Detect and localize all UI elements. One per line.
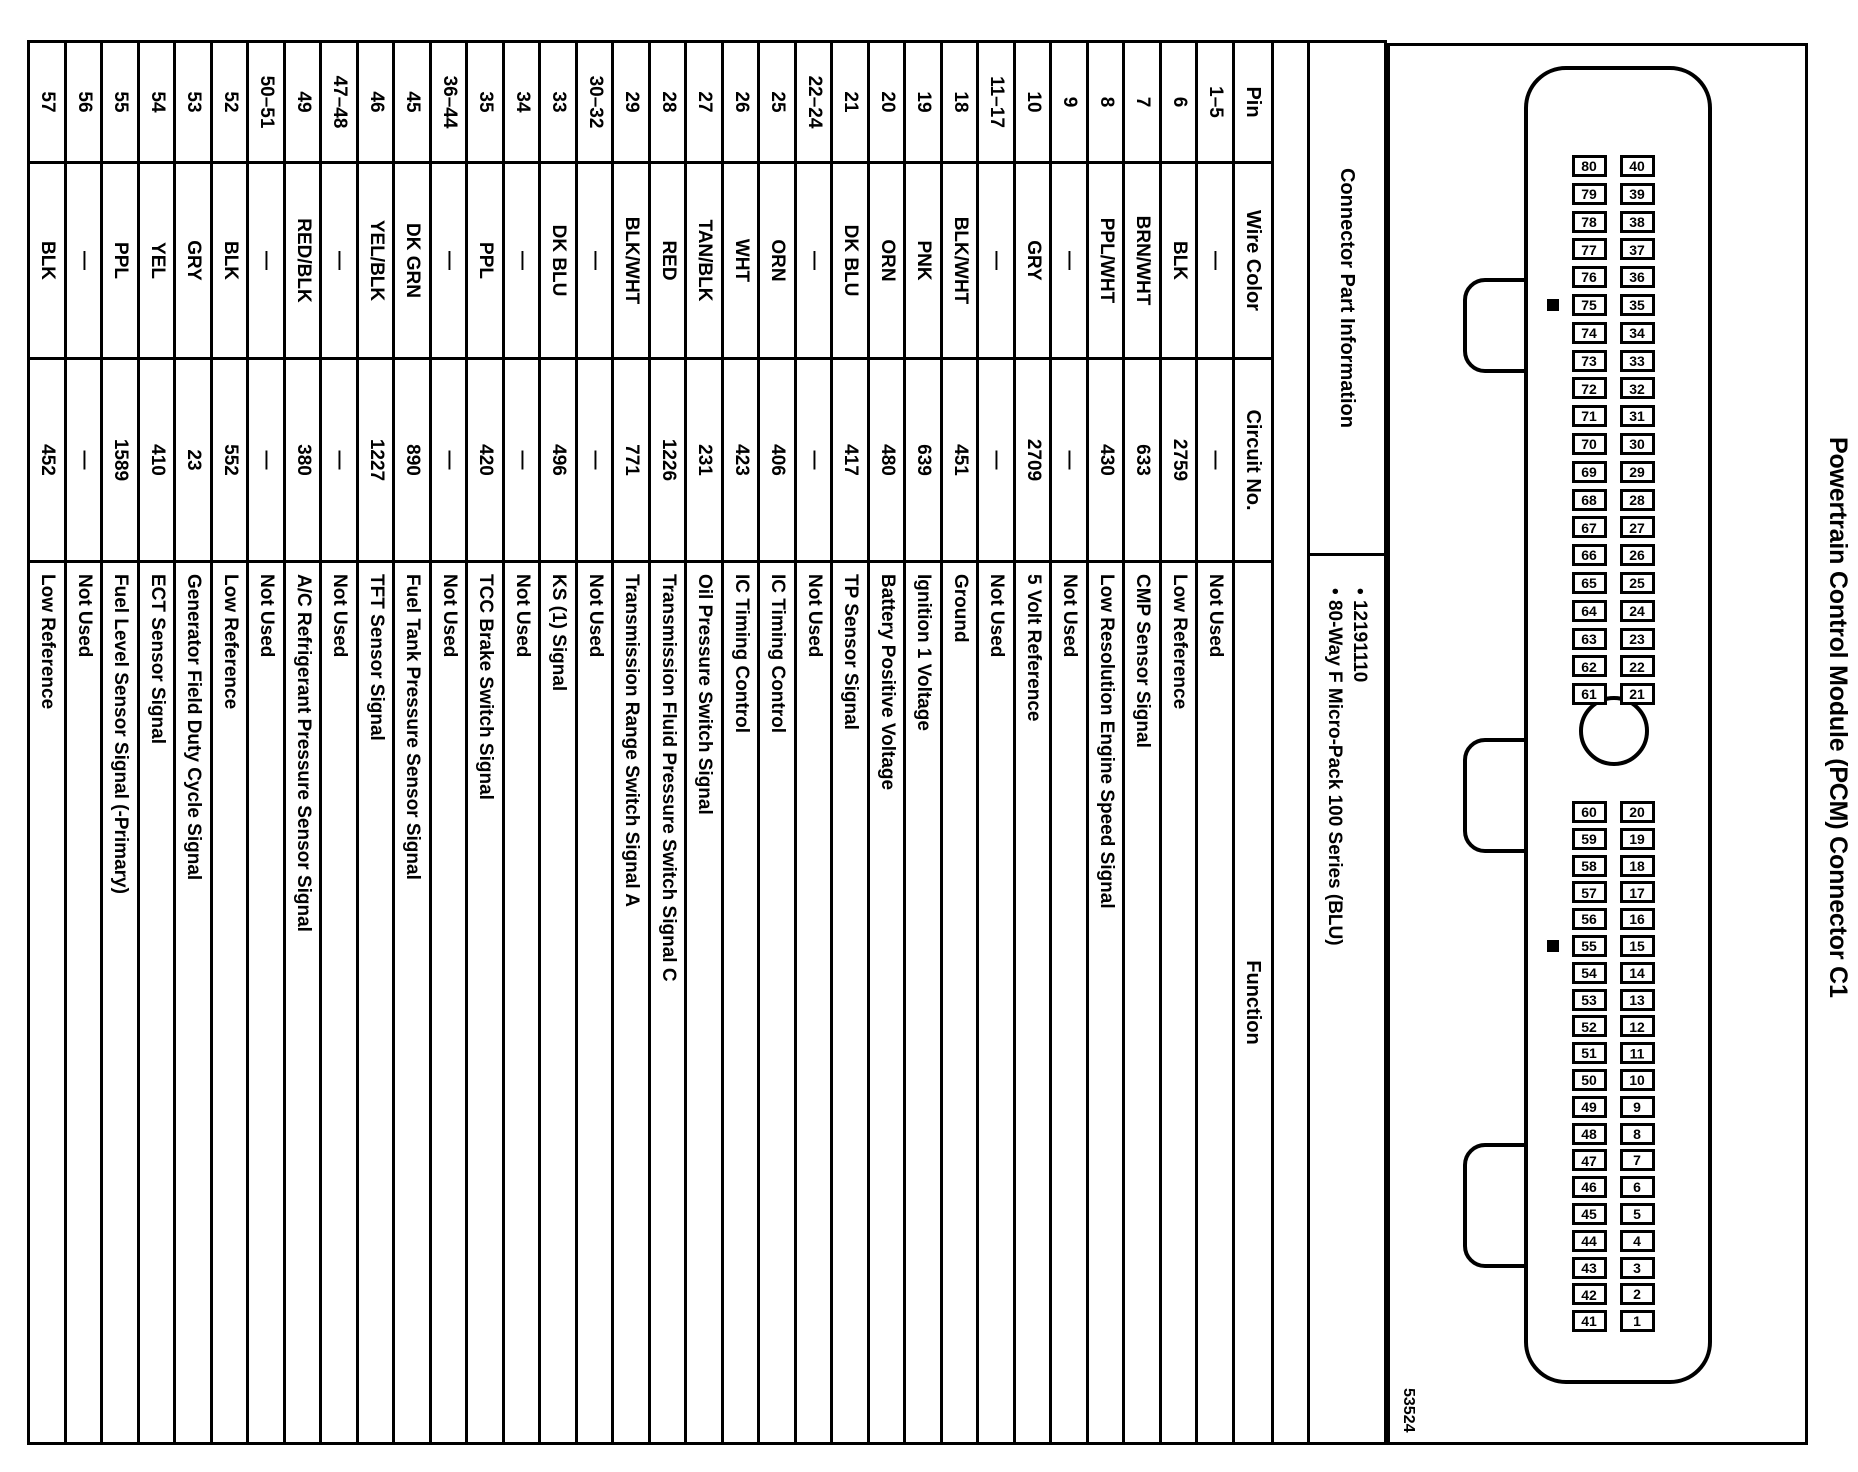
part-info-bullets [1310, 556, 1384, 1442]
pin-cell: 33 [548, 91, 570, 113]
table-row [1126, 43, 1163, 1442]
function-cell: A/C Refrigerant Pressure Sensor Signal [286, 560, 320, 1442]
table-row [651, 43, 688, 1442]
function-cell: Not Used [432, 560, 466, 1442]
pin-number-box: 45 [1572, 1203, 1607, 1225]
pin-cell: 18 [949, 91, 971, 113]
circuit-no-cell: — [1053, 357, 1087, 560]
function-cell: IC Timing Control [761, 560, 795, 1442]
pin-number-box: 78 [1572, 211, 1607, 233]
pin-cell: 45 [402, 91, 424, 113]
wire-color-cell: — [1199, 161, 1233, 357]
wire-color-cell: TAN/BLK [688, 161, 722, 357]
table-row [943, 43, 980, 1442]
pin-cell: 27 [694, 91, 716, 113]
pin-number-box: 65 [1572, 572, 1607, 594]
function-cell: TCC Brake Switch Signal [469, 560, 503, 1442]
wire-color-cell: ORN [870, 161, 904, 357]
function-cell: TFT Sensor Signal [359, 560, 393, 1442]
part-info-bullet: • 12191110 [1349, 588, 1370, 683]
wire-color-cell: PPL [104, 161, 138, 357]
circuit-no-cell: 1227 [359, 357, 393, 560]
table-row [1016, 43, 1053, 1442]
table-row [797, 43, 834, 1442]
column-header-wire-color: Wire Color [1235, 161, 1271, 357]
wire-color-cell: BLK [1162, 161, 1196, 357]
function-cell: Ground [943, 560, 977, 1442]
pin-cell: 56 [73, 91, 95, 113]
circuit-no-cell: 890 [396, 357, 430, 560]
wire-color-cell: GRY [177, 161, 211, 357]
circuit-no-cell: 771 [615, 357, 649, 560]
circuit-no-cell: 2759 [1162, 357, 1196, 560]
pin-number-box: 36 [1620, 266, 1655, 288]
wire-color-cell: — [67, 161, 101, 357]
table-row [1089, 43, 1126, 1442]
circuit-no-cell: 380 [286, 357, 320, 560]
table-row [396, 43, 433, 1442]
wire-color-cell: DK BLU [834, 161, 868, 357]
table-row [1199, 43, 1236, 1442]
wire-color-cell: — [250, 161, 284, 357]
pin-cell: 25 [767, 91, 789, 113]
pin-number-box: 30 [1620, 433, 1655, 455]
wire-color-cell: ORN [761, 161, 795, 357]
wire-color-cell: RED [651, 161, 685, 357]
pin-number-box: 20 [1620, 801, 1655, 823]
function-cell: Not Used [505, 560, 539, 1442]
pin-number-box: 72 [1572, 377, 1607, 399]
pin-number-box: 70 [1572, 433, 1607, 455]
pin-number-box: 51 [1572, 1042, 1607, 1064]
table-row [578, 43, 615, 1442]
pin-number-box: 17 [1620, 881, 1655, 903]
column-header-pin: Pin [1242, 86, 1265, 118]
part-info-bullet: • 80-Way F Micro-Pack 100 Series (BLU) [1324, 588, 1345, 946]
pin-number-box: 60 [1572, 801, 1607, 823]
pin-number-box: 58 [1572, 855, 1607, 877]
pin-number-box: 29 [1620, 461, 1655, 483]
pin-cell: 10 [1022, 91, 1044, 113]
wire-color-cell: BRN/WHT [1126, 161, 1160, 357]
pin-number-box: 5 [1620, 1203, 1655, 1225]
pin-cell: 52 [219, 91, 241, 113]
pin-cell: 57 [37, 91, 59, 113]
pin-cell: 19 [913, 91, 935, 113]
function-cell: Low Reference [213, 560, 247, 1442]
circuit-no-cell: 1226 [651, 357, 685, 560]
pin-cell: 28 [657, 91, 679, 113]
wire-color-cell: YEL/BLK [359, 161, 393, 357]
function-cell: IC Timing Control [724, 560, 758, 1442]
circuit-no-cell: — [797, 357, 831, 560]
table-header-row [1235, 43, 1274, 1442]
pin-cell: 47–48 [329, 75, 351, 129]
pin-number-box: 3 [1620, 1257, 1655, 1279]
wire-color-cell: PNK [907, 161, 941, 357]
wire-color-cell: BLK [213, 161, 247, 357]
pin-cell: 49 [292, 91, 314, 113]
pin-number-box: 37 [1620, 238, 1655, 260]
pin-cell: 21 [840, 91, 862, 113]
table-row [834, 43, 871, 1442]
table-row [469, 43, 506, 1442]
circuit-no-cell: 480 [870, 357, 904, 560]
circuit-no-cell: — [67, 357, 101, 560]
table-row [907, 43, 944, 1442]
pin-number-box: 80 [1572, 155, 1607, 177]
function-cell: Generator Field Duty Cycle Signal [177, 560, 211, 1442]
table-row [761, 43, 798, 1442]
pin-number-box: 64 [1572, 600, 1607, 622]
page-title: Powertrain Control Module (PCM) Connector C1 [1824, 437, 1852, 998]
wire-color-cell: BLK [31, 161, 65, 357]
wire-color-cell: — [1053, 161, 1087, 357]
circuit-no-cell: — [323, 357, 357, 560]
wire-color-cell: — [323, 161, 357, 357]
table-body [31, 43, 1236, 1442]
circuit-no-cell: — [1199, 357, 1233, 560]
circuit-no-cell: 231 [688, 357, 722, 560]
circuit-no-cell: 452 [31, 357, 65, 560]
pin-number-box: 63 [1572, 628, 1607, 650]
pin-number-box: 38 [1620, 211, 1655, 233]
pin-cell: 30–32 [584, 75, 606, 129]
pin-number-box: 73 [1572, 350, 1607, 372]
pin-number-box: 42 [1572, 1283, 1607, 1305]
pin-number-box: 25 [1620, 572, 1655, 594]
function-cell: Not Used [323, 560, 357, 1442]
column-header-circuit-no: Circuit No. [1235, 357, 1271, 560]
pin-number-box: 21 [1620, 683, 1655, 705]
pin-cell: 36–44 [438, 75, 460, 129]
circuit-no-cell: 430 [1089, 357, 1123, 560]
pin-number-box: 47 [1572, 1149, 1607, 1171]
pin-number-box: 66 [1572, 544, 1607, 566]
pin-number-box: 52 [1572, 1015, 1607, 1037]
pin-number-box: 54 [1572, 962, 1607, 984]
pin-number-box: 59 [1572, 828, 1607, 850]
function-cell: Fuel Level Sensor Signal (-Primary) [104, 560, 138, 1442]
table-row [177, 43, 214, 1442]
circuit-no-cell: — [250, 357, 284, 560]
pin-number-box: 62 [1572, 655, 1607, 677]
function-cell: 5 Volt Reference [1016, 560, 1050, 1442]
circuit-no-cell: — [980, 357, 1014, 560]
wire-color-cell: GRY [1016, 161, 1050, 357]
pin-cell: 11–17 [986, 76, 1008, 128]
pin-number-box: 56 [1572, 908, 1607, 930]
wire-color-cell: DK BLU [542, 161, 576, 357]
part-info-row [1310, 43, 1384, 1442]
pin-number-box: 34 [1620, 322, 1655, 344]
figure-number: 53524 [1400, 1388, 1417, 1433]
function-cell: Transmission Fluid Pressure Switch Signal C [651, 560, 685, 1442]
pin-cell: 55 [110, 91, 132, 113]
circuit-no-cell: 451 [943, 357, 977, 560]
pin-number-box: 33 [1620, 350, 1655, 372]
pin-number-box: 6 [1620, 1176, 1655, 1198]
pin-number-box: 7 [1620, 1149, 1655, 1171]
pin-number-box: 76 [1572, 266, 1607, 288]
table-row [359, 43, 396, 1442]
function-cell: Not Used [1053, 560, 1087, 1442]
function-cell: Not Used [67, 560, 101, 1442]
pin-number-box: 49 [1572, 1096, 1607, 1118]
table-row [104, 43, 141, 1442]
pin-number-box: 10 [1620, 1069, 1655, 1091]
circuit-no-cell: 2709 [1016, 357, 1050, 560]
pin-number-box: 8 [1620, 1123, 1655, 1145]
wire-color-cell: PPL/WHT [1089, 161, 1123, 357]
pin-cell: 34 [511, 91, 533, 113]
pin-number-box: 41 [1572, 1310, 1607, 1332]
pin-number-box: 11 [1620, 1042, 1655, 1064]
pin-number-box: 71 [1572, 405, 1607, 427]
pin-cell: 29 [621, 91, 643, 113]
wire-color-cell: — [578, 161, 612, 357]
part-info-heading: Connector Part Information [1310, 43, 1384, 556]
pin-number-box: 74 [1572, 322, 1607, 344]
circuit-no-cell: 417 [834, 357, 868, 560]
pin-number-box: 46 [1572, 1176, 1607, 1198]
pin-number-box: 23 [1620, 628, 1655, 650]
pin-number-box: 18 [1620, 855, 1655, 877]
pin-cell: 20 [876, 91, 898, 113]
circuit-no-cell: 639 [907, 357, 941, 560]
pin-cell: 26 [730, 91, 752, 113]
table-row [250, 43, 287, 1442]
pin-cell: 8 [1095, 96, 1117, 108]
function-cell: ECT Sensor Signal [140, 560, 174, 1442]
pin-cell: 50–51 [256, 75, 278, 129]
table-row [67, 43, 104, 1442]
pin-cell: 6 [1168, 96, 1190, 108]
pin-number-box: 12 [1620, 1015, 1655, 1037]
pin-number-box: 53 [1572, 989, 1607, 1011]
pin-number-box: 15 [1620, 935, 1655, 957]
pin-number-box: 69 [1572, 461, 1607, 483]
pin-number-box: 68 [1572, 489, 1607, 511]
table-row [286, 43, 323, 1442]
pin-cell: 9 [1059, 96, 1081, 108]
pin-number-box: 50 [1572, 1069, 1607, 1091]
pin-number-box: 57 [1572, 881, 1607, 903]
circuit-no-cell: 23 [177, 357, 211, 560]
circuit-no-cell: 406 [761, 357, 795, 560]
pin-number-box: 77 [1572, 238, 1607, 260]
function-cell: Low Resolution Engine Speed Signal [1089, 560, 1123, 1442]
column-header-function: Function [1235, 560, 1271, 1442]
pin-number-box: 27 [1620, 516, 1655, 538]
orientation-mark [1547, 299, 1559, 311]
circuit-no-cell: 410 [140, 357, 174, 560]
function-cell: Ignition 1 Voltage [907, 560, 941, 1442]
function-cell: Not Used [797, 560, 831, 1442]
function-cell: TP Sensor Signal [834, 560, 868, 1442]
table-row [980, 43, 1017, 1442]
pin-number-box: 31 [1620, 405, 1655, 427]
table-row [140, 43, 177, 1442]
wire-color-cell: DK GRN [396, 161, 430, 357]
function-cell: Low Reference [31, 560, 65, 1442]
table-row [870, 43, 907, 1442]
pin-number-box: 43 [1572, 1257, 1607, 1279]
pin-number-box: 40 [1620, 155, 1655, 177]
table-row [505, 43, 542, 1442]
pinout-table [28, 40, 1388, 1445]
pin-number-box: 35 [1620, 294, 1655, 316]
wire-color-cell: BLK/WHT [943, 161, 977, 357]
pin-number-box: 48 [1572, 1123, 1607, 1145]
function-cell: Oil Pressure Switch Signal [688, 560, 722, 1442]
table-row [615, 43, 652, 1442]
circuit-no-cell: 552 [213, 357, 247, 560]
pin-number-box: 16 [1620, 908, 1655, 930]
pin-number-box: 9 [1620, 1096, 1655, 1118]
circuit-no-cell: 633 [1126, 357, 1160, 560]
pin-number-box: 44 [1572, 1230, 1607, 1252]
circuit-no-cell: 420 [469, 357, 503, 560]
pin-cell: 22–24 [803, 75, 825, 129]
pin-number-box: 24 [1620, 600, 1655, 622]
function-cell: KS (1) Signal [542, 560, 576, 1442]
circuit-no-cell: 1589 [104, 357, 138, 560]
pin-number-box: 28 [1620, 489, 1655, 511]
pin-number-box: 26 [1620, 544, 1655, 566]
wire-color-cell: WHT [724, 161, 758, 357]
table-row [432, 43, 469, 1442]
function-cell: Not Used [980, 560, 1014, 1442]
wire-color-cell: BLK/WHT [615, 161, 649, 357]
wire-color-cell: YEL [140, 161, 174, 357]
function-cell: CMP Sensor Signal [1126, 560, 1160, 1442]
pin-number-box: 22 [1620, 655, 1655, 677]
circuit-no-cell: — [505, 357, 539, 560]
pin-number-box: 39 [1620, 183, 1655, 205]
circuit-no-cell: — [578, 357, 612, 560]
wire-color-cell: PPL [469, 161, 503, 357]
pin-number-box: 19 [1620, 828, 1655, 850]
pin-cell: 1–5 [1205, 86, 1227, 118]
connector-figure-box [1387, 43, 1808, 1445]
function-cell: Battery Positive Voltage [870, 560, 904, 1442]
wire-color-cell: — [797, 161, 831, 357]
table-row [323, 43, 360, 1442]
table-row [724, 43, 761, 1442]
pin-number-box: 61 [1572, 683, 1607, 705]
pin-number-box: 13 [1620, 989, 1655, 1011]
table-row [688, 43, 725, 1442]
wire-color-cell: RED/BLK [286, 161, 320, 357]
pin-cell: 7 [1132, 96, 1154, 108]
circuit-no-cell: 423 [724, 357, 758, 560]
function-cell: Low Reference [1162, 560, 1196, 1442]
pin-number-box: 4 [1620, 1230, 1655, 1252]
wire-color-cell: — [505, 161, 539, 357]
wire-color-cell: — [980, 161, 1014, 357]
pin-number-box: 79 [1572, 183, 1607, 205]
table-row [1162, 43, 1199, 1442]
circuit-no-cell: — [432, 357, 466, 560]
pin-number-box: 75 [1572, 294, 1607, 316]
pin-number-box: 32 [1620, 377, 1655, 399]
wire-color-cell: — [432, 161, 466, 357]
connector-alignment-hole [1579, 696, 1649, 766]
pin-cell: 46 [365, 91, 387, 113]
table-row [213, 43, 250, 1442]
spacer-row [1274, 43, 1310, 1442]
table-row [542, 43, 579, 1442]
pin-number-box: 1 [1620, 1310, 1655, 1332]
table-row [31, 43, 68, 1442]
function-cell: Not Used [1199, 560, 1233, 1442]
function-cell: Transmission Range Switch Signal A [615, 560, 649, 1442]
table-row [1053, 43, 1090, 1442]
pin-number-box: 14 [1620, 962, 1655, 984]
pin-number-box: 55 [1572, 935, 1607, 957]
pin-number-box: 67 [1572, 516, 1607, 538]
orientation-mark [1547, 940, 1559, 952]
function-cell: Not Used [578, 560, 612, 1442]
pin-cell: 35 [475, 91, 497, 113]
function-cell: Fuel Tank Pressure Sensor Signal [396, 560, 430, 1442]
pin-number-box: 2 [1620, 1283, 1655, 1305]
pin-cell: 54 [146, 91, 168, 113]
pin-cell: 53 [183, 91, 205, 113]
function-cell: Not Used [250, 560, 284, 1442]
circuit-no-cell: 496 [542, 357, 576, 560]
